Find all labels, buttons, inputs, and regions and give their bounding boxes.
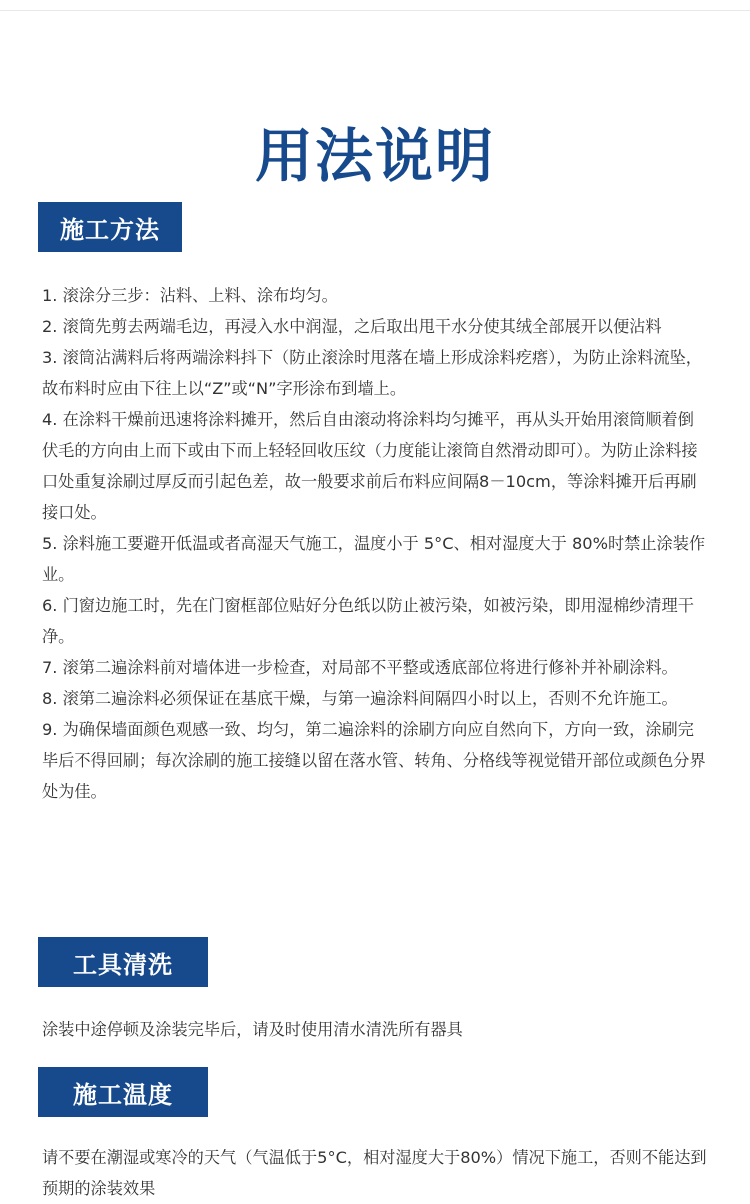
section-heading-tool-cleaning: 工具清洗: [38, 937, 208, 987]
construction-step: 8. 滚第二遍涂料必须保证在基底干燥，与第一遍涂料间隔四小时以上，否则不允许施工。: [42, 689, 678, 708]
page-title: 用法说明: [254, 121, 495, 190]
construction-steps-list: [42, 280, 710, 807]
temperature-text: 请不要在潮湿或寒冷的天气（气温低于5°C，相对湿度大于80%）情况下施工，否则不能达到预期的涂装效果: [42, 1148, 707, 1198]
construction-step: 6. 门窗边施工时，先在门窗框部位贴好分色纸以防止被污染，如被污染，即用湿棉纱清理干净。: [42, 596, 694, 646]
construction-step: 3. 滚筒沾满料后将两端涂料抖下（防止滚涂时甩落在墙上形成涂料疙瘩），为防止涂料流坠，故布料时应由下往上以“Z”或“N”字形涂布到墙上。: [42, 348, 702, 398]
construction-step: 4. 在涂料干燥前迅速将涂料摊开，然后自由滚动将涂料均匀摊平，再从头开始用滚筒顺着倒伏毛的方向由上而下或由下而上轻轻回收压纹（力度能让滚筒自然滑动即可）。为防止涂料接口处重复涂刷过厚反而引起色差，故一般要求前后布料应间隔8－10cm，等涂料摊开后再刷接口处。: [42, 410, 698, 522]
construction-step: 5. 涂料施工要避开低温或者高湿天气施工，温度小于 5°C、相对湿度大于 80%时禁止涂装作业。: [42, 534, 706, 584]
section-heading-construction: 施工方法: [38, 202, 182, 252]
construction-step: 1. 滚涂分三步：沾料、上料、涂布均匀。: [42, 286, 338, 305]
section-heading-temperature: 施工温度: [38, 1067, 208, 1117]
top-divider: [0, 10, 750, 11]
construction-step: 9. 为确保墙面颜色观感一致、均匀，第二遍涂料的涂刷方向应自然向下，方向一致，涂刷完毕后不得回刷；每次涂刷的施工接缝以留在落水管、转角、分格线等视觉错开部位或颜色分界处为佳。: [42, 720, 706, 801]
tool-cleaning-text: 涂装中途停顿及涂装完毕后，请及时使用清水清洗所有器具: [42, 1020, 463, 1039]
construction-step: 2. 滚筒先剪去两端毛边，再浸入水中润湿，之后取出甩干水分使其绒全部展开以便沾料: [42, 317, 662, 336]
construction-step: 7. 滚第二遍涂料前对墙体进一步检查，对局部不平整或透底部位将进行修补并补刷涂料。: [42, 658, 678, 677]
